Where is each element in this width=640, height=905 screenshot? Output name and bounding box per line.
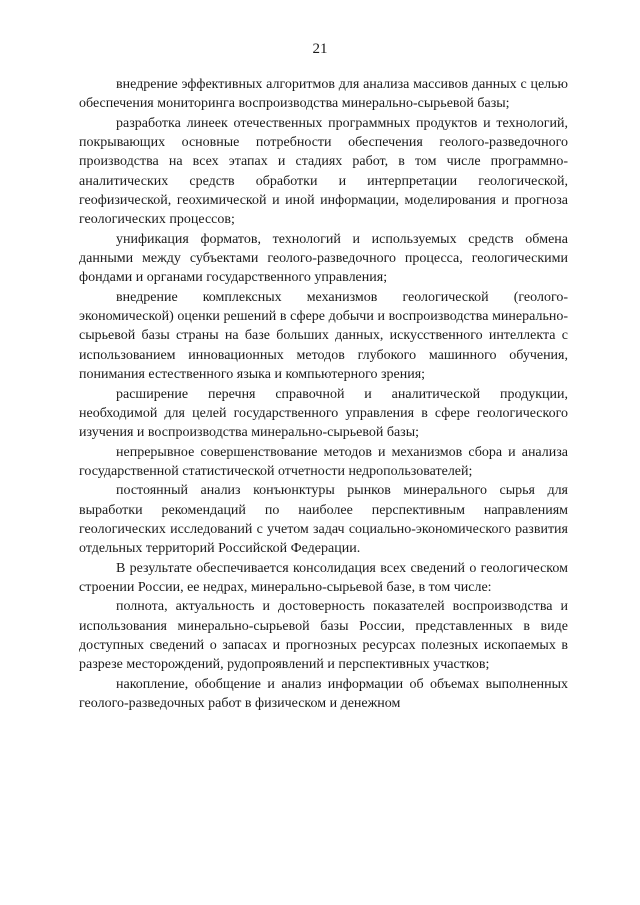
paragraph-work-accumulation: накопление, обобщение и анализ информации об объемах выполненных геолого-разведочных работ в физическом и денежном <box>79 676 568 711</box>
paragraph-software-development: разработка линеек отечественных программных продуктов и технологий, покрывающих основные потребности обеспечения геолого-разведочного производства на всех этапах и стадиях работ, в том числе программно-аналитических средств обработки и интерпретации геологической, геофизической, геохимической и иной информации, моделирования и прогноза геологических процессов; <box>79 115 568 228</box>
paragraph-analysis-algorithms: внедрение эффективных алгоритмов для анализа массивов данных с целью обеспечения мониторинга воспроизводства минерально-сырьевой базы; <box>79 77 568 112</box>
paragraph-consolidation-result: В результате обеспечивается консолидация всех сведений о геологическом строении России, ее недрах, минерально-сырьевой базе, в том числе: <box>79 560 568 595</box>
paragraph-reference-products: расширение перечня справочной и аналитической продукции, необходимой для целей государственного управления в сфере геологического изучения и воспроизводства минерально-сырьевой базы; <box>79 386 568 441</box>
document-body <box>79 75 568 713</box>
paragraph-indicator-completeness: полнота, актуальность и достоверность показателей воспроизводства и использования минерально-сырьевой базы России, представленных в виде доступных сведений о запасах и прогнозных ресурсах полезных ископаемых в разрезе месторождений, рудопроявлений и перспективных участков; <box>79 599 568 673</box>
page-number: 21 <box>312 41 328 57</box>
paragraph-statistics-improvement: непрерывное совершенствование методов и механизмов сбора и анализа государственной статистической отчетности недропользователей; <box>79 444 568 479</box>
paragraph-assessment-mechanisms: внедрение комплексных механизмов геологической (геолого-экономической) оценки решений в сфере добычи и воспроизводства минерально-сырьевой базы страны на базе больших данных, искусственного интеллекта с использованием инновационных методов глубокого машинного обучения, понимания естественного языка и компьютерного зрения; <box>79 289 568 383</box>
paragraph-market-analysis: постоянный анализ конъюнктуры рынков минерального сырья для выработки рекомендаций по наиболее перспективным направлениям геологических исследований с учетом задач социально-экономического развития отдельных территорий Российской Федерации. <box>79 483 568 557</box>
paragraph-format-unification: унификация форматов, технологий и используемых средств обмена данными между субъектами геолого-разведочного процесса, геологическими фондами и органами государственного управления; <box>79 231 568 286</box>
